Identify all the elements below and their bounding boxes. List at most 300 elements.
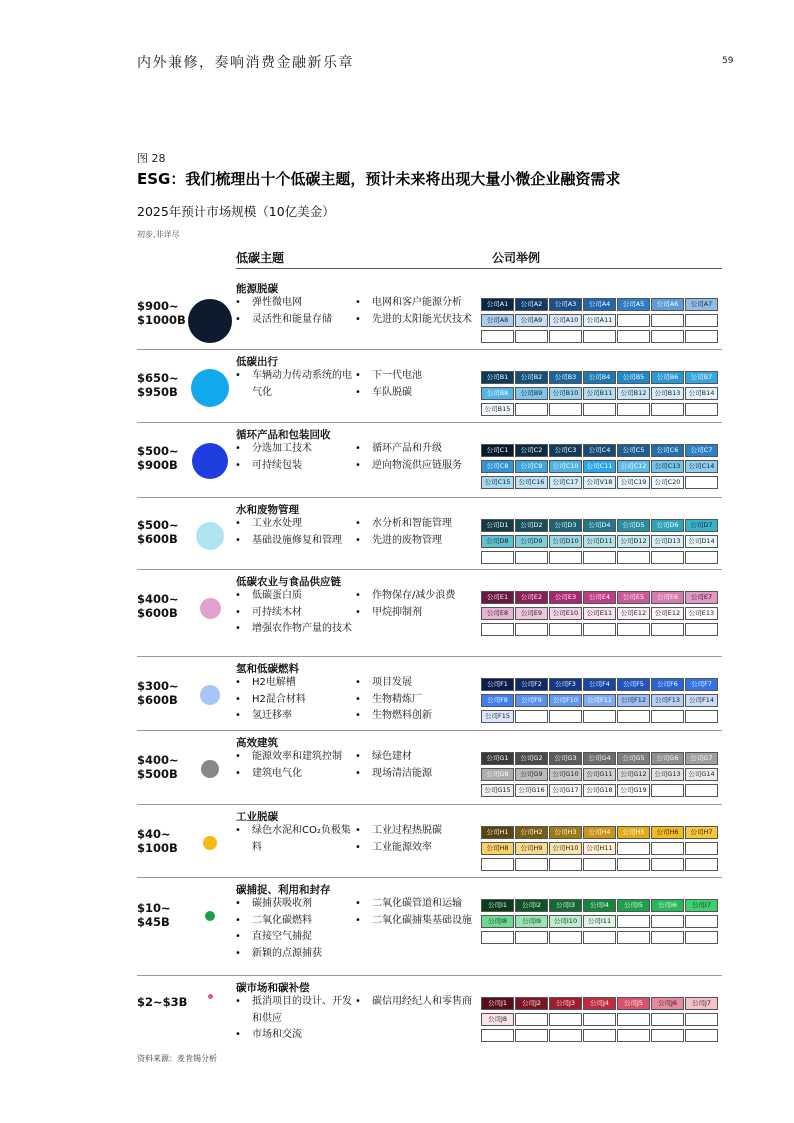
market-size: $650~ $950B — [137, 371, 179, 399]
market-size: $400~ $500B — [137, 753, 179, 781]
company-chip-empty — [685, 915, 718, 928]
theme-subtopics-left — [235, 516, 353, 549]
company-chip: 公司A1 — [481, 298, 514, 311]
company-chip: 公司A2 — [515, 298, 548, 311]
company-chip: 公司E12 — [617, 607, 650, 620]
company-chip-empty — [515, 403, 548, 416]
company-chip-empty — [685, 551, 718, 564]
theme-subtopics-right — [355, 823, 480, 856]
subtopic-item: • 绿色建材 — [355, 749, 480, 766]
theme-subtopics-left — [235, 588, 353, 638]
subtopic-item: • 先进的太阳能光伏技术 — [355, 312, 480, 329]
company-chip: 公司D7 — [685, 519, 718, 532]
company-chip: 公司C5 — [617, 444, 650, 457]
subtopic-item: • 绿色水泥和CO₂负极集料 — [235, 823, 353, 856]
company-grid — [481, 997, 719, 1042]
company-chip: 公司B15 — [481, 403, 514, 416]
company-chip-empty — [685, 314, 718, 327]
company-chip: 公司G12 — [617, 768, 650, 781]
company-chip: 公司E9 — [515, 607, 548, 620]
company-chip: 公司J8 — [481, 1013, 514, 1026]
company-chip-empty — [583, 551, 616, 564]
company-chip-empty — [549, 931, 582, 944]
subtopic-item: • 可持续包装 — [235, 458, 353, 475]
company-chip: 公司E8 — [481, 607, 514, 620]
company-chip: 公司C9 — [515, 460, 548, 473]
company-chip: 公司C20 — [651, 476, 684, 489]
company-chip: 公司G17 — [549, 784, 582, 797]
company-chip: 公司G6 — [651, 752, 684, 765]
figure-note: 初步,非详尽 — [137, 230, 180, 239]
company-chip-empty — [481, 551, 514, 564]
company-chip: 公司C3 — [549, 444, 582, 457]
company-chip: 公司H1 — [481, 826, 514, 839]
subtopic-item: • 低碳蛋白质 — [235, 588, 353, 605]
company-chip: 公司G1 — [481, 752, 514, 765]
company-grid — [481, 752, 719, 797]
company-chip-empty — [685, 403, 718, 416]
theme-row — [137, 281, 722, 349]
company-chip: 公司A10 — [549, 314, 582, 327]
company-chip: 公司B4 — [583, 371, 616, 384]
company-chip-empty — [549, 623, 582, 636]
company-chip: 公司G4 — [583, 752, 616, 765]
theme-title: 能源脱碳 — [236, 283, 278, 295]
company-chip-empty — [515, 858, 548, 871]
figure-title: ESG：我们梳理出十个低碳主题，预计未来将出现大量小微企业融资需求 — [137, 170, 621, 188]
market-size: $500~ $900B — [137, 444, 179, 472]
company-chip: 公司I3 — [549, 899, 582, 912]
subtopic-item: • 工业过程热脱碳 — [355, 823, 480, 840]
company-chip-empty — [651, 403, 684, 416]
theme-row — [137, 502, 722, 570]
company-chip: 公司H6 — [651, 826, 684, 839]
company-chip: 公司H7 — [685, 826, 718, 839]
company-chip: 公司H8 — [481, 842, 514, 855]
company-chip-empty — [651, 915, 684, 928]
company-chip: 公司F13 — [651, 694, 684, 707]
theme-title: 低碳出行 — [236, 356, 278, 368]
theme-subtopics-left — [235, 295, 353, 328]
theme-row — [137, 354, 722, 422]
company-chip: 公司H10 — [549, 842, 582, 855]
company-chip: 公司F9 — [515, 694, 548, 707]
market-size-bubble — [200, 685, 220, 705]
market-size: $300~ $600B — [137, 679, 179, 707]
theme-row — [137, 980, 722, 1048]
row-divider — [137, 975, 722, 976]
theme-subtopics-right — [355, 441, 480, 474]
company-chip-empty — [651, 858, 684, 871]
row-divider — [137, 349, 722, 350]
company-chip-empty — [481, 931, 514, 944]
theme-title: 碳捕捉、利用和封存 — [236, 884, 331, 896]
company-chip: 公司G9 — [515, 768, 548, 781]
market-size: $40~ $100B — [137, 827, 178, 855]
company-chip: 公司D5 — [617, 519, 650, 532]
company-chip-empty — [651, 314, 684, 327]
company-chip: 公司A11 — [583, 314, 616, 327]
theme-subtopics-left — [235, 749, 353, 782]
company-chip: 公司D3 — [549, 519, 582, 532]
company-chip: 公司F5 — [617, 678, 650, 691]
company-chip: 公司I4 — [583, 899, 616, 912]
company-chip-empty — [549, 403, 582, 416]
company-chip: 公司G5 — [617, 752, 650, 765]
company-chip-empty — [651, 842, 684, 855]
company-chip-empty — [549, 858, 582, 871]
company-chip: 公司G7 — [685, 752, 718, 765]
theme-subtopics-right — [355, 368, 480, 401]
row-divider — [137, 730, 722, 731]
company-chip: 公司C4 — [583, 444, 616, 457]
company-chip-empty — [515, 931, 548, 944]
company-chip: 公司G11 — [583, 768, 616, 781]
company-chip: 公司B11 — [583, 387, 616, 400]
row-divider — [137, 497, 722, 498]
theme-row — [137, 735, 722, 803]
company-chip-empty — [583, 1013, 616, 1026]
figure-label: 图 28 — [137, 152, 166, 165]
company-chip: 公司G14 — [685, 768, 718, 781]
company-chip-empty — [685, 476, 718, 489]
company-chip: 公司E3 — [549, 591, 582, 604]
company-grid — [481, 519, 719, 564]
market-size-bubble — [200, 598, 221, 619]
company-chip: 公司C17 — [549, 476, 582, 489]
market-size-bubble — [203, 836, 217, 850]
company-chip: 公司B2 — [515, 371, 548, 384]
company-chip: 公司C19 — [617, 476, 650, 489]
company-grid — [481, 371, 719, 416]
company-chip: 公司I10 — [549, 915, 582, 928]
row-divider — [137, 656, 722, 657]
company-chip: 公司I2 — [515, 899, 548, 912]
company-chip: 公司F12 — [617, 694, 650, 707]
company-chip: 公司H5 — [617, 826, 650, 839]
company-chip: 公司J5 — [617, 997, 650, 1010]
subtopic-item: • H2电解槽 — [235, 675, 353, 692]
company-chip-empty — [617, 1029, 650, 1042]
theme-title: 工业脱碳 — [236, 811, 278, 823]
company-chip: 公司I11 — [583, 915, 616, 928]
company-grid — [481, 444, 719, 489]
company-chip: 公司B6 — [651, 371, 684, 384]
company-chip: 公司C10 — [549, 460, 582, 473]
theme-subtopics-right — [355, 516, 480, 549]
subtopic-item: • 工业水处理 — [235, 516, 353, 533]
company-chip-empty — [549, 551, 582, 564]
company-chip-empty — [685, 784, 718, 797]
company-chip-empty — [685, 1029, 718, 1042]
company-chip: 公司I8 — [481, 915, 514, 928]
company-chip-empty — [651, 710, 684, 723]
subtopic-item: • 电网和客户能源分析 — [355, 295, 480, 312]
company-chip: 公司H11 — [583, 842, 616, 855]
company-chip: 公司J7 — [685, 997, 718, 1010]
company-chip: 公司A4 — [583, 298, 616, 311]
company-chip-empty — [617, 403, 650, 416]
company-chip-empty — [583, 931, 616, 944]
company-chip: 公司J3 — [549, 997, 582, 1010]
market-size-bubble — [208, 994, 213, 999]
company-chip-empty — [685, 710, 718, 723]
subtopic-item: • 生物燃料创新 — [355, 708, 480, 725]
company-chip-empty — [617, 858, 650, 871]
subtopic-item: • 作物保存/减少浪费 — [355, 588, 480, 605]
company-chip: 公司C13 — [651, 460, 684, 473]
subtopic-item: • 先进的废物管理 — [355, 533, 480, 550]
company-chip: 公司A3 — [549, 298, 582, 311]
subtopic-item: • 市场和交流 — [235, 1027, 353, 1044]
subtopic-item: • 下一代电池 — [355, 368, 480, 385]
company-chip-empty — [515, 710, 548, 723]
theme-subtopics-right — [355, 675, 480, 725]
subtopic-item: • 能源效率和建筑控制 — [235, 749, 353, 766]
company-chip: 公司E5 — [617, 591, 650, 604]
company-chip-empty — [481, 1029, 514, 1042]
subtopic-item: • 现场清洁能源 — [355, 766, 480, 783]
company-chip: 公司G10 — [549, 768, 582, 781]
company-chip: 公司B9 — [515, 387, 548, 400]
company-chip: 公司G13 — [651, 768, 684, 781]
subtopic-item: • H2混合材料 — [235, 692, 353, 709]
company-chip: 公司I7 — [685, 899, 718, 912]
company-chip-empty — [685, 623, 718, 636]
market-size: $2~$3B — [137, 995, 188, 1009]
row-divider — [137, 877, 722, 878]
row-divider — [137, 422, 722, 423]
company-chip: 公司E12 — [651, 607, 684, 620]
theme-subtopics-left — [235, 368, 353, 401]
company-chip: 公司G2 — [515, 752, 548, 765]
subtopic-item: • 车队脱碳 — [355, 385, 480, 402]
company-grid — [481, 298, 719, 343]
company-chip-empty — [617, 710, 650, 723]
company-chip-empty — [685, 931, 718, 944]
company-chip: 公司B14 — [685, 387, 718, 400]
market-size-bubble — [201, 760, 219, 778]
company-chip-empty — [685, 842, 718, 855]
company-chip: 公司C2 — [515, 444, 548, 457]
subtopic-item: • 项目发展 — [355, 675, 480, 692]
company-chip: 公司G18 — [583, 784, 616, 797]
report-title: 内外兼修，奏响消费金融新乐章 — [137, 55, 354, 71]
company-chip: 公司G8 — [481, 768, 514, 781]
company-chip: 公司C11 — [583, 460, 616, 473]
theme-subtopics-left — [235, 441, 353, 474]
theme-title: 水和废物管理 — [236, 504, 299, 516]
company-chip: 公司B12 — [617, 387, 650, 400]
company-chip-empty — [685, 330, 718, 343]
company-chip: 公司B10 — [549, 387, 582, 400]
theme-title: 碳市场和碳补偿 — [236, 982, 310, 994]
theme-row — [137, 661, 722, 729]
company-chip-empty — [651, 931, 684, 944]
theme-subtopics-left — [235, 994, 353, 1044]
column-header-theme: 低碳主题 — [236, 251, 285, 265]
company-chip: 公司J6 — [651, 997, 684, 1010]
company-chip-empty — [583, 330, 616, 343]
market-size: $10~ $45B — [137, 901, 171, 929]
company-chip: 公司V18 — [583, 476, 616, 489]
company-chip: 公司E1 — [481, 591, 514, 604]
subtopic-item: • 循环产品和升级 — [355, 441, 480, 458]
company-chip: 公司F8 — [481, 694, 514, 707]
company-chip: 公司E2 — [515, 591, 548, 604]
subtopic-item: • 碳捕获吸收剂 — [235, 896, 353, 913]
company-chip-empty — [651, 784, 684, 797]
column-header-company: 公司举例 — [492, 251, 541, 265]
company-chip-empty — [651, 551, 684, 564]
company-chip: 公司E7 — [685, 591, 718, 604]
company-chip: 公司F1 — [481, 678, 514, 691]
company-grid — [481, 899, 719, 944]
company-chip: 公司D10 — [549, 535, 582, 548]
company-chip-empty — [685, 858, 718, 871]
company-chip-empty — [515, 1013, 548, 1026]
company-chip: 公司F7 — [685, 678, 718, 691]
subtopic-item: • 逆向物流供应链服务 — [355, 458, 480, 475]
theme-row — [137, 809, 722, 877]
theme-row — [137, 427, 722, 495]
company-chip: 公司F11 — [583, 694, 616, 707]
company-chip: 公司D14 — [685, 535, 718, 548]
figure-subtitle: 2025年预计市场规模（10亿美金） — [137, 204, 335, 219]
theme-subtopics-right — [355, 994, 480, 1011]
company-chip: 公司H3 — [549, 826, 582, 839]
company-chip-empty — [617, 1013, 650, 1026]
subtopic-item: • 新颖的点源捕获 — [235, 946, 353, 963]
market-size-bubble — [188, 299, 232, 343]
company-chip: 公司A8 — [481, 314, 514, 327]
theme-row — [137, 574, 722, 642]
company-chip: 公司F2 — [515, 678, 548, 691]
company-chip: 公司A5 — [617, 298, 650, 311]
company-chip: 公司C12 — [617, 460, 650, 473]
company-chip: 公司H4 — [583, 826, 616, 839]
company-chip: 公司A6 — [651, 298, 684, 311]
theme-row — [137, 882, 722, 959]
company-chip-empty — [651, 330, 684, 343]
company-chip-empty — [583, 623, 616, 636]
company-chip: 公司C14 — [685, 460, 718, 473]
subtopic-item: • 增强农作物产量的技术 — [235, 621, 353, 638]
company-chip: 公司G15 — [481, 784, 514, 797]
company-chip: 公司E10 — [549, 607, 582, 620]
company-chip: 公司B3 — [549, 371, 582, 384]
company-chip: 公司F15 — [481, 710, 514, 723]
market-size-bubble — [191, 369, 229, 407]
market-size: $900~ $1000B — [137, 299, 186, 327]
company-grid — [481, 826, 719, 871]
company-chip: 公司D13 — [651, 535, 684, 548]
company-chip: 公司B1 — [481, 371, 514, 384]
subtopic-item: • 灵活性和能量存储 — [235, 312, 353, 329]
company-chip: 公司J1 — [481, 997, 514, 1010]
company-chip: 公司A9 — [515, 314, 548, 327]
subtopic-item: • 抵消项目的设计、开发和供应 — [235, 994, 353, 1027]
company-chip-empty — [515, 1029, 548, 1042]
company-chip: 公司I5 — [617, 899, 650, 912]
company-chip-empty — [651, 1029, 684, 1042]
subtopic-item: • 二氧化碳管道和运输 — [355, 896, 480, 913]
subtopic-item: • 可持续木材 — [235, 605, 353, 622]
theme-subtopics-right — [355, 295, 480, 328]
company-chip: 公司A7 — [685, 298, 718, 311]
company-chip: 公司C7 — [685, 444, 718, 457]
company-chip-empty — [685, 1013, 718, 1026]
company-chip: 公司I6 — [651, 899, 684, 912]
company-chip: 公司G19 — [617, 784, 650, 797]
source-note: 资料来源：麦肯锡分析 — [137, 1054, 217, 1063]
company-chip-empty — [549, 1013, 582, 1026]
company-chip: 公司C15 — [481, 476, 514, 489]
subtopic-item: • 基础设施修复和管理 — [235, 533, 353, 550]
company-chip-empty — [583, 858, 616, 871]
company-chip-empty — [549, 1029, 582, 1042]
company-chip: 公司C8 — [481, 460, 514, 473]
company-chip: 公司H9 — [515, 842, 548, 855]
market-size: $500~ $600B — [137, 518, 179, 546]
market-size-bubble — [196, 522, 224, 550]
company-chip: 公司D2 — [515, 519, 548, 532]
company-chip: 公司D11 — [583, 535, 616, 548]
company-chip: 公司E4 — [583, 591, 616, 604]
company-chip: 公司B8 — [481, 387, 514, 400]
company-chip-empty — [583, 710, 616, 723]
theme-title: 循环产品和包装回收 — [236, 429, 331, 441]
page-number: 59 — [722, 56, 734, 66]
theme-subtopics-right — [355, 588, 480, 621]
company-chip-empty — [617, 623, 650, 636]
company-chip: 公司E6 — [651, 591, 684, 604]
company-chip: 公司B7 — [685, 371, 718, 384]
subtopic-item: • 建筑电气化 — [235, 766, 353, 783]
company-chip: 公司B13 — [651, 387, 684, 400]
company-chip-empty — [617, 314, 650, 327]
company-chip-empty — [481, 858, 514, 871]
company-chip: 公司C1 — [481, 444, 514, 457]
header-rule — [236, 268, 722, 269]
company-chip: 公司F6 — [651, 678, 684, 691]
subtopic-item: • 工业能源效率 — [355, 840, 480, 857]
theme-subtopics-right — [355, 896, 480, 929]
company-chip-empty — [617, 842, 650, 855]
subtopic-item: • 碳信用经纪人和零售商 — [355, 994, 480, 1011]
subtopic-item: • 分选加工技术 — [235, 441, 353, 458]
company-chip-empty — [651, 1013, 684, 1026]
subtopic-item: • 直接空气捕捉 — [235, 929, 353, 946]
company-chip-empty — [617, 330, 650, 343]
company-chip-empty — [481, 330, 514, 343]
subtopic-item: • 弹性微电网 — [235, 295, 353, 312]
company-chip-empty — [617, 551, 650, 564]
company-chip-empty — [481, 623, 514, 636]
company-chip: 公司D6 — [651, 519, 684, 532]
company-chip: 公司E11 — [583, 607, 616, 620]
company-chip: 公司I9 — [515, 915, 548, 928]
market-size-bubble — [192, 443, 228, 479]
company-chip-empty — [515, 623, 548, 636]
company-chip-empty — [617, 915, 650, 928]
company-chip: 公司J4 — [583, 997, 616, 1010]
company-chip-empty — [583, 1029, 616, 1042]
company-chip: 公司D1 — [481, 519, 514, 532]
company-grid — [481, 591, 719, 636]
company-chip: 公司D4 — [583, 519, 616, 532]
subtopic-item: • 二氧化碳捕集基础设施 — [355, 913, 480, 930]
